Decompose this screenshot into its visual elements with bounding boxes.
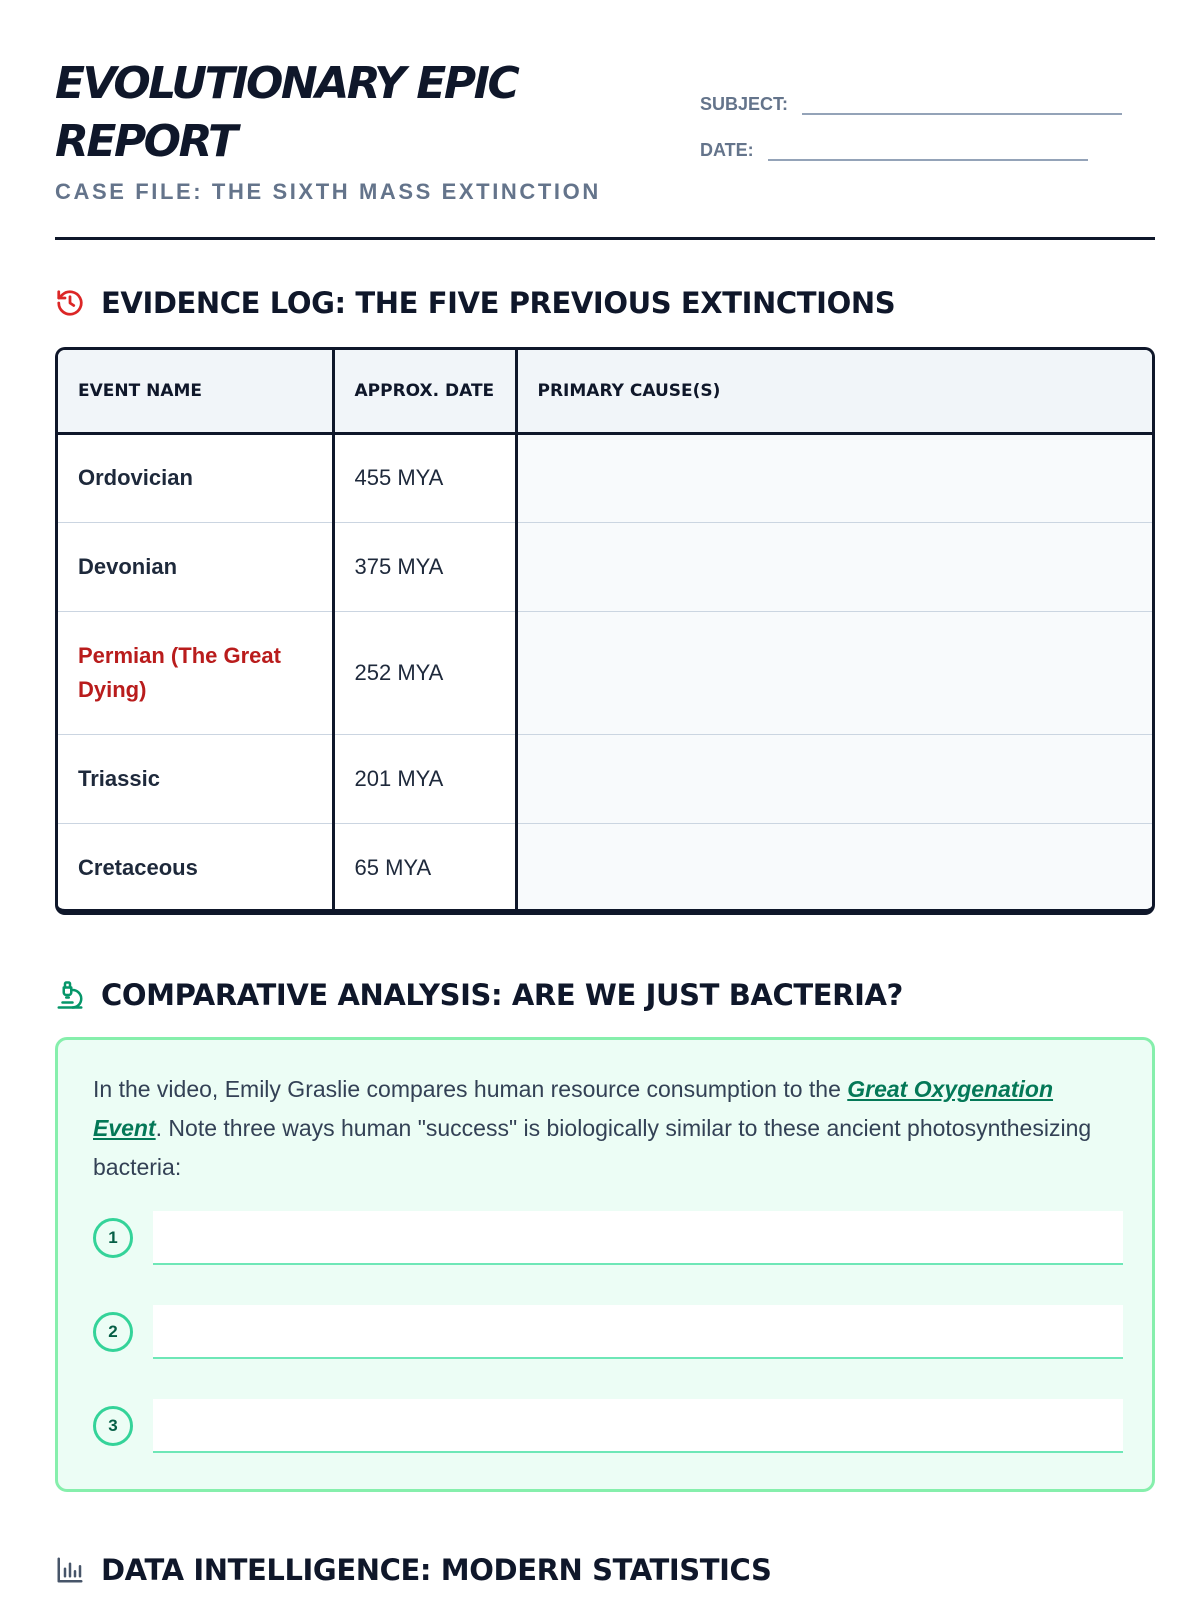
answer-input[interactable] — [153, 1399, 1123, 1453]
prompt-text: In the video, Emily Graslie compares human resource consumption to the — [93, 1076, 848, 1102]
evidence-title: EVIDENCE LOG: THE FIVE PREVIOUS EXTINCTIONS — [101, 286, 896, 320]
page-title: EVOLUTIONARY EPIC REPORT — [55, 58, 518, 167]
date-input-line[interactable] — [768, 139, 1088, 161]
analysis-title: COMPARATIVE ANALYSIS: ARE WE JUST BACTERIA? — [101, 978, 903, 1012]
cause-input[interactable] — [516, 823, 1152, 912]
answer-number: 1 — [93, 1218, 133, 1258]
event-name: Ordovician — [58, 433, 333, 522]
event-date: 455 MYA — [333, 433, 516, 522]
answer-row — [93, 1211, 1123, 1265]
table-row — [58, 734, 1152, 823]
table-row — [58, 433, 1152, 522]
evidence-section-header — [55, 286, 895, 320]
data-intel-section-header — [55, 1553, 771, 1587]
answer-input[interactable] — [153, 1211, 1123, 1265]
analysis-prompt — [93, 1070, 1093, 1187]
cause-input[interactable] — [516, 433, 1152, 522]
great-oxygenation-link[interactable]: Great Oxygenation Event — [93, 1076, 1054, 1141]
event-name-highlighted: Permian (The Great Dying) — [58, 611, 333, 734]
event-date: 375 MYA — [333, 522, 516, 611]
cause-input[interactable] — [516, 734, 1152, 823]
bar-chart-icon — [55, 1555, 85, 1585]
extinction-table — [55, 347, 1155, 915]
column-header-event: EVENT NAME — [58, 350, 333, 433]
event-date: 252 MYA — [333, 611, 516, 734]
page-subtitle: CASE FILE: THE SIXTH MASS EXTINCTION — [55, 179, 601, 204]
answer-number: 3 — [93, 1406, 133, 1446]
column-header-date: APPROX. DATE — [333, 350, 516, 433]
date-label: DATE: — [700, 140, 754, 160]
data-intel-title: DATA INTELLIGENCE: MODERN STATISTICS — [101, 1553, 772, 1587]
table-row — [58, 522, 1152, 611]
subject-input-line[interactable] — [802, 93, 1122, 115]
event-date: 65 MYA — [333, 823, 516, 912]
analysis-panel — [55, 1037, 1155, 1492]
cause-input[interactable] — [516, 611, 1152, 734]
microscope-icon — [55, 980, 85, 1010]
date-field-row — [700, 139, 1088, 161]
answer-input[interactable] — [153, 1305, 1123, 1359]
subject-field-row — [700, 93, 1122, 115]
table-header-row — [58, 350, 1152, 433]
event-name: Devonian — [58, 522, 333, 611]
cause-input[interactable] — [516, 522, 1152, 611]
analysis-section-header — [55, 978, 903, 1012]
subject-label: SUBJECT: — [700, 94, 789, 114]
answer-row — [93, 1399, 1123, 1453]
column-header-cause: PRIMARY CAUSE(S) — [516, 350, 1152, 433]
answer-number: 2 — [93, 1312, 133, 1352]
answer-row — [93, 1305, 1123, 1359]
table-row — [58, 823, 1152, 912]
event-date: 201 MYA — [333, 734, 516, 823]
table-row — [58, 611, 1152, 734]
history-icon — [55, 288, 85, 318]
event-name: Triassic — [58, 734, 333, 823]
prompt-text-continued: . Note three ways human "success" is biologically similar to these ancient photosynthesizing bacteria: — [93, 1115, 1092, 1180]
event-name: Cretaceous — [58, 823, 333, 912]
